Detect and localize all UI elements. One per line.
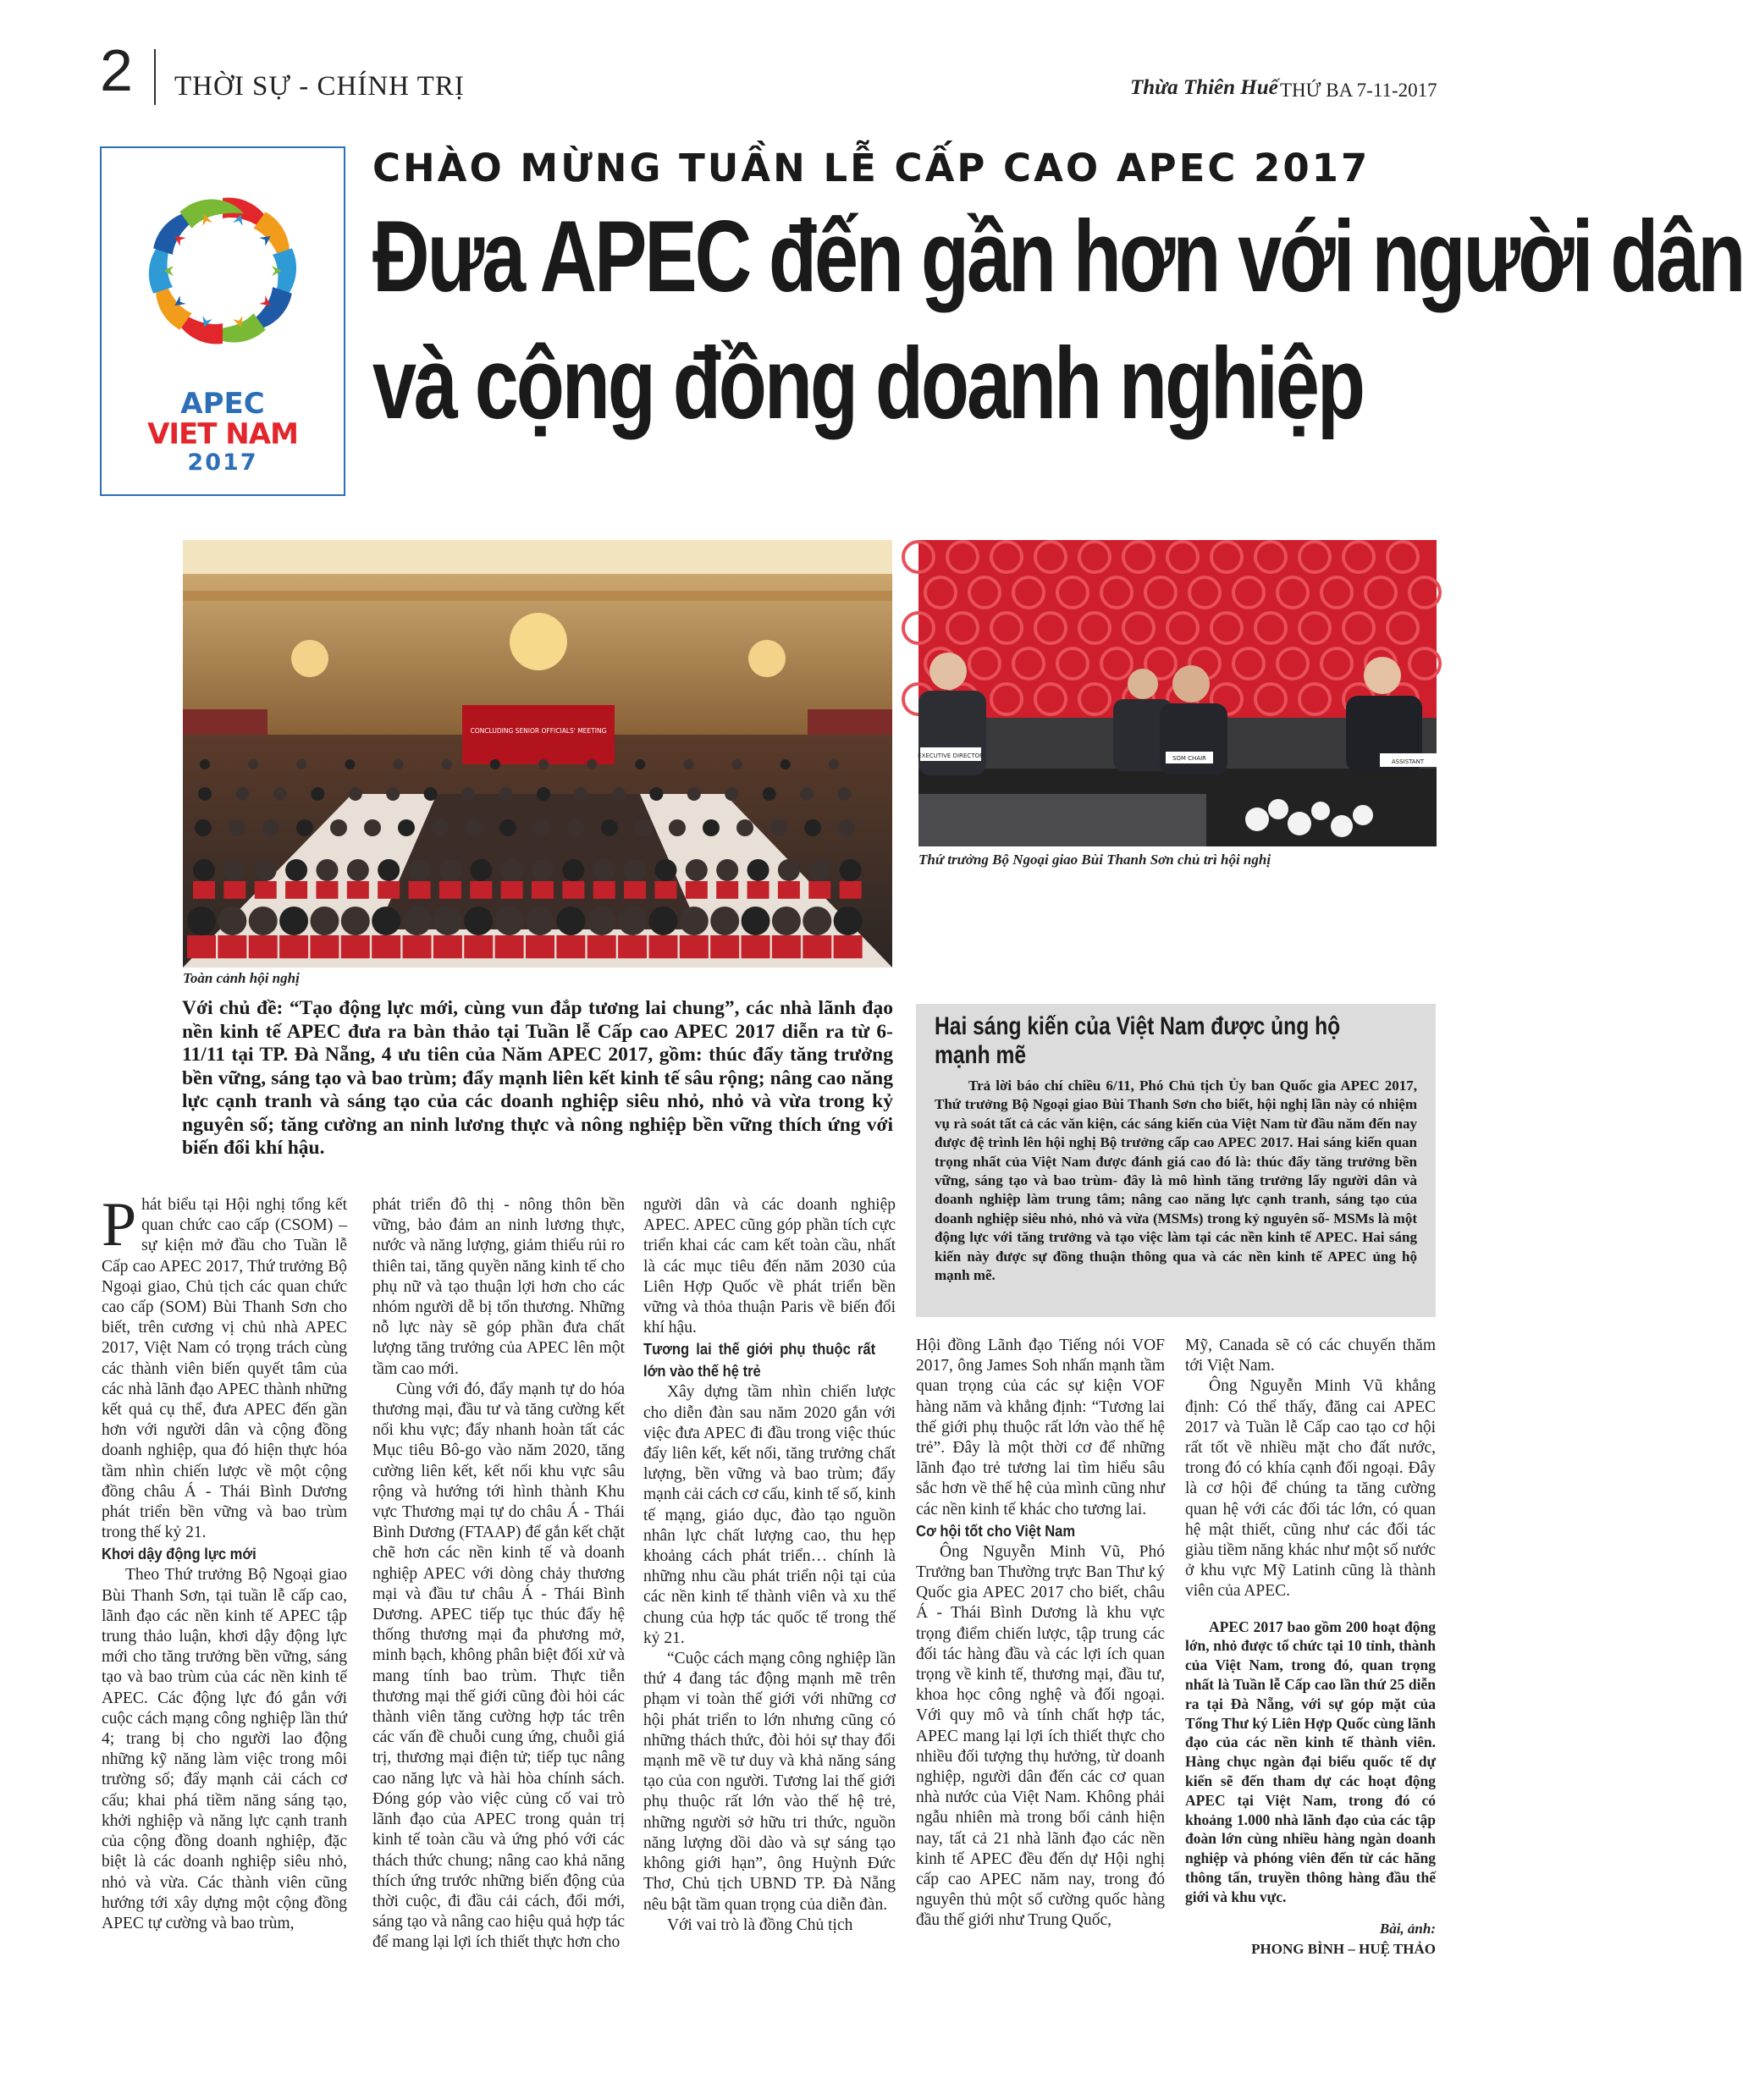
chair-bow bbox=[562, 881, 584, 899]
chair-bow bbox=[433, 935, 462, 958]
delegate bbox=[229, 819, 245, 836]
byline-authors: PHONG BÌNH – HUỆ THẢO bbox=[1251, 1940, 1436, 1957]
chair-bow bbox=[686, 881, 708, 899]
delegate bbox=[556, 907, 585, 935]
logo-vietnam-text: VIET NAM bbox=[147, 417, 298, 451]
col1-paragraph-1 bbox=[102, 1190, 347, 1543]
delegate bbox=[838, 787, 852, 801]
delegate bbox=[804, 819, 821, 836]
delegate bbox=[838, 819, 855, 836]
delegate bbox=[800, 787, 814, 801]
delegate bbox=[490, 759, 500, 769]
chair-bow bbox=[255, 881, 277, 899]
delegate bbox=[538, 759, 549, 769]
dropcap: P bbox=[102, 1190, 137, 1259]
delegate bbox=[742, 907, 770, 935]
box-title-line-2: mạnh mẽ bbox=[935, 1041, 1027, 1069]
delegate bbox=[635, 759, 645, 769]
col5-paragraph-2: Ông Nguyễn Minh Vũ khẳng định: Có thể thấy, đăng cai APEC 2017 và Tuần lễ Cấp cao tạo cơ hội rất tốt về nhiều mặt cho đất nước, trong đó có khía cạnh đối ngoại. Đây là cơ hội để chúng ta tăng cường quan hệ với các đối tác lớn, có quan hệ mật thiết, cũng như các đối tác giàu tiềm năng khác như một số nước ở khu vực Mỹ Latinh cũng là thành viên của APEC. bbox=[1185, 1377, 1436, 1601]
right-photo-caption: Thứ trưởng Bộ Ngoại giao Bùi Thanh Sơn chủ trì hội nghị bbox=[918, 852, 1271, 868]
delegate bbox=[687, 787, 701, 801]
delegate bbox=[311, 787, 324, 801]
delegate bbox=[601, 819, 618, 836]
delegate bbox=[829, 759, 839, 769]
issue-date: THỨ BA 7-11-2017 bbox=[1280, 80, 1437, 101]
delegate bbox=[279, 907, 308, 935]
left-photo-caption: Toàn cảnh hội nghị bbox=[183, 970, 300, 986]
delegate bbox=[683, 759, 693, 769]
chair-bow bbox=[218, 935, 246, 958]
delegate bbox=[249, 907, 278, 935]
delegate bbox=[624, 859, 646, 881]
delegate bbox=[442, 759, 452, 769]
delegate bbox=[200, 759, 210, 769]
delegate bbox=[501, 859, 523, 881]
delegate bbox=[235, 787, 249, 801]
delegate bbox=[686, 859, 708, 881]
delegate bbox=[680, 907, 709, 935]
delegate bbox=[710, 907, 739, 935]
delegate bbox=[669, 819, 686, 836]
delegate bbox=[464, 907, 493, 935]
chair-bow bbox=[403, 935, 432, 958]
delegate bbox=[470, 859, 492, 881]
chair-bow bbox=[409, 881, 431, 899]
delegate bbox=[732, 759, 742, 769]
col2-paragraph-1: phát triển đô thị - nông thôn bền vững, bảo đảm an ninh lương thực, nước và năng lượng, giảm thiểu rủi ro thiên tai, tăng quyền năng kinh tế cho phụ nữ và tạo thuận lợi hơn cho các nhóm người dễ bị tổn thương. Những nỗ lực này sẽ góp phần đưa chất lượng tăng trưởng của APEC lên một tầm cao mới. bbox=[372, 1196, 625, 1378]
delegate bbox=[255, 859, 277, 881]
delegate bbox=[649, 787, 663, 801]
delegate bbox=[772, 907, 801, 935]
chair-bow bbox=[470, 881, 492, 899]
delegate bbox=[780, 759, 791, 769]
chair-bow bbox=[803, 935, 831, 958]
chair-bow bbox=[372, 935, 400, 958]
chair-bow bbox=[341, 935, 370, 958]
col1-p1-text: hát biểu tại Hội nghị tổng kết quan chức cao cấp (CSOM) – sự kiện mở đầu cho Tuần lễ Cấp cao APEC 2017, Thứ trưởng Bộ Ngoại giao, Chủ tịch các quan chức cao cấp (SOM) Bùi Thanh Sơn cho biết, trên cương vị chủ nhà APEC 2017, Việt Nam có trọng trách cùng các thành viên biến quyết tâm của các nhà lãnh đạo APEC thành những kết quả cụ thể, đưa APEC đến gần hơn với người dân và cộng đồng doanh nghiệp, qua đó hiện thực hóa tầm nhìn chiến lược về một cộng đồng châu Á - Thái Bình Dương phát triển bền vững và bao trùm trong thế kỷ 21. bbox=[102, 1196, 347, 1542]
delegate bbox=[618, 907, 647, 935]
delegate bbox=[285, 859, 307, 881]
delegate bbox=[195, 819, 212, 836]
col3-paragraph-2: Xây dựng tầm nhìn chiến lược cho diễn đàn sau năm 2020 gắn với việc đưa APEC đi đầu trong việc thúc đẩy liên kết, kết nối, tăng trưởng chất lượng, bền vững và bao trùm; đẩy mạnh cải cách cơ cấu, kinh tế số, kinh tế mạng, giáo dục, đào tạo nguồn nhân lực chất lượng cao, thu hẹp khoảng cách phát triển… chính là những nhu cầu phát triển nội tại của các nền kinh tế thành viên và xu thế chung của hợp tác quốc tế trong thế kỷ 21. bbox=[643, 1383, 896, 1647]
delegate bbox=[567, 819, 584, 836]
delegate bbox=[840, 859, 862, 881]
chair-bow bbox=[532, 881, 554, 899]
delegate bbox=[654, 859, 676, 881]
delegate bbox=[562, 859, 584, 881]
chair-bow bbox=[378, 881, 400, 899]
delegate bbox=[778, 859, 800, 881]
delegate bbox=[193, 859, 215, 881]
delegate bbox=[198, 787, 212, 801]
chair-bow bbox=[840, 881, 862, 899]
chair-bow bbox=[808, 881, 830, 899]
column-5 bbox=[1185, 1336, 1436, 1959]
section-title: THỜI SỰ - CHÍNH TRỊ bbox=[174, 71, 465, 102]
chair-bow bbox=[648, 935, 677, 958]
delegate bbox=[347, 859, 369, 881]
column-4 bbox=[916, 1336, 1165, 1932]
apec-logo-emblem bbox=[112, 165, 334, 377]
chair-bow bbox=[556, 935, 585, 958]
header-divider bbox=[154, 49, 156, 105]
delegate bbox=[296, 819, 313, 836]
delegate bbox=[770, 819, 787, 836]
chair-bow bbox=[747, 881, 769, 899]
col1-subheading: Khơi dậy động lực mới bbox=[102, 1546, 256, 1563]
delegate bbox=[296, 759, 306, 769]
sidebar-box bbox=[916, 1004, 1436, 1317]
chair-bow bbox=[285, 881, 307, 899]
delegate bbox=[725, 787, 738, 801]
delegate bbox=[587, 759, 597, 769]
chair-bow bbox=[249, 935, 278, 958]
delegate bbox=[273, 787, 287, 801]
page-number: 2 bbox=[100, 37, 133, 103]
delegate bbox=[364, 819, 381, 836]
delegate bbox=[747, 859, 769, 881]
byline-label: Bài, ảnh: bbox=[1379, 1920, 1436, 1937]
column-2 bbox=[372, 1195, 625, 1954]
delegate bbox=[533, 819, 550, 836]
delegate bbox=[424, 787, 438, 801]
box-text: Trả lời báo chí chiều 6/11, Phó Chủ tịch Ủy ban Quốc gia APEC 2017, Thứ trưởng Bộ Ngoại giao Bùi Thanh Sơn cho biết, hội nghị lần này có nhiệm vụ rà soát tất cả các văn kiện, các sáng kiến của Việt Nam từ đầu năm đến nay được đệ trình lên hội nghị Bộ trưởng cấp cao APEC 2017. Hai sáng kiến quan trọng nhất của Việt Nam được đánh giá cao đó là: thúc đẩy tăng trưởng bền vững, sáng tạo và bao trùm- đây là mô hình tăng trưởng lấy người dân và doanh nghiệp làm trung tâm; nâng cao năng lực cạnh tranh, sáng tạo của doanh nghiệp siêu nhỏ, nhỏ và vừa (MSMs) trong kỷ nguyên số- MSMs là một động lực với tăng trưởng và tạo việc làm tại các nền kinh tế APEC. Hai sáng kiến này được sự đồng thuận thông qua và các nền kinh tế APEC ủng hộ mạnh mẽ. bbox=[935, 1078, 1417, 1284]
delegate bbox=[409, 859, 431, 881]
delegate bbox=[461, 787, 475, 801]
delegate bbox=[403, 907, 432, 935]
delegate bbox=[703, 819, 720, 836]
name-card-3: ASSISTANT bbox=[1391, 758, 1425, 765]
chair-bow bbox=[501, 881, 523, 899]
col4-paragraph-2: Ông Nguyễn Minh Vũ, Phó Trưởng ban Thường trực Ban Thư ký Quốc gia APEC 2017 cho biết, châu Á - Thái Bình Dương là khu vực trọng điểm chiến lược, tập trung các đối tác hàng đầu và các lợi ích quan trọng về kinh tế, thương mại, đầu tư, khoa học công nghệ và đối ngoại. Với quy mô và tính chất hợp tác, APEC mang lại lợi ích thiết thực cho nhiều đối tượng thụ hưởng, từ doanh nghiệp, người dân đến các cơ quan nhà nước của Việt Nam. Không phải ngẫu nhiên mà trong bối cảnh hiện nay, tất cả 21 nhà lãnh đạo các nền kinh tế APEC đều đến dự Hội nghị cấp cao APEC năm nay, trong đó nguyên thủ một số cường quốc hàng đầu thế giới như Trung Quốc, bbox=[916, 1542, 1165, 1930]
delegate bbox=[635, 819, 652, 836]
delegate bbox=[386, 787, 400, 801]
chair-bow bbox=[495, 935, 524, 958]
chair-bow bbox=[710, 935, 739, 958]
lead-paragraph: Với chủ đề: “Tạo động lực mới, cùng vun đắp tương lai chung”, các nhà lãnh đạo nền kinh tế APEC đưa ra bàn thảo tại Tuần lễ Cấp cao APEC 2017 diễn ra từ 6- 11/11 tại TP. Đà Nẵng, 4 ưu tiên của Năm APEC 2017, gồm: thúc đẩy tăng trưởng bền vững, sáng tạo và bao trùm; đẩy mạnh liên kết kinh tế sâu rộng; nâng cao năng lực cạnh tranh và sáng tạo của các doanh nghiệp siêu nhỏ, nhỏ và vừa trong kỷ nguyên số; tăng cường an ninh lương thực và nông nghiệp bền vững thích ứng với biến đổi khí hậu. bbox=[182, 997, 893, 1159]
chair-bow bbox=[279, 935, 308, 958]
delegate bbox=[495, 907, 524, 935]
delegate bbox=[526, 907, 554, 935]
apec-logo bbox=[100, 146, 345, 496]
chair-bow bbox=[772, 935, 801, 958]
col3-paragraph-4: Với vai trò là đồng Chủ tịch bbox=[667, 1915, 853, 1934]
delegate bbox=[372, 907, 400, 935]
chair-bow bbox=[624, 881, 646, 899]
col5-bold-paragraph: APEC 2017 bao gồm 200 hoạt động lớn, nhỏ được tổ chức tại 10 tỉnh, thành của Việt Nam, trong đó, quan trọng nhất là Tuần lễ Cấp cao lần thứ 25 diễn ra tại Đà Nẵng, với sự góp mặt của Tổng Thư ký Liên Hợp Quốc cùng lãnh đạo của các nền kinh tế thành viên. Hàng chục ngàn đại biểu quốc tế dự kiến sẽ đến tham dự các hoạt động APEC tại Việt Nam, trong đó có khoảng 1.000 nhà lãnh đạo của các tập đoàn lớn cùng nhiều hàng ngàn doanh nghiệp và phóng viên đến từ các hãng thông tấn, truyền thông hàng đầu thế giới và khu vực. bbox=[1185, 1618, 1436, 1905]
chair-bow bbox=[193, 881, 215, 899]
logo-apec-text: APEC bbox=[180, 387, 265, 421]
chair-bow bbox=[310, 935, 339, 958]
delegate bbox=[537, 787, 550, 801]
delegate bbox=[763, 787, 776, 801]
chair-bow bbox=[834, 935, 863, 958]
chair-bow bbox=[654, 881, 676, 899]
chair-bow bbox=[464, 935, 493, 958]
delegate bbox=[736, 819, 753, 836]
delegate bbox=[248, 759, 258, 769]
chair-bow bbox=[347, 881, 369, 899]
delegate bbox=[716, 859, 738, 881]
delegate bbox=[439, 859, 461, 881]
headline-kicker: CHÀO MỪNG TUẦN LỄ CẤP CAO APEC 2017 bbox=[372, 146, 1371, 190]
delegate bbox=[587, 907, 616, 935]
delegate bbox=[834, 907, 863, 935]
chair-bow bbox=[187, 935, 216, 958]
delegate bbox=[499, 819, 516, 836]
delegate bbox=[612, 787, 626, 801]
col1-paragraph-2: Theo Thứ trưởng Bộ Ngoại giao Bùi Thanh Sơn, tại tuần lễ cấp cao, lãnh đạo các nền kinh tế APEC tập trung thảo luận, khơi dậy động lực mới cho tăng trưởng bền vững, sáng tạo và bao trùm của các nền kinh tế APEC. Các động lực đó gắn với cuộc cách mạng công nghiệp lần thứ 4; trang bị cho người lao động những kỹ năng làm việc trong môi trường số; đẩy mạnh cải cách cơ cấu; khai phá tiềm năng sáng tạo, khởi nghiệp và năng lực cạnh tranh của cộng đồng doanh nghiệp, đặc biệt là các doanh nghiệp siêu nhỏ, nhỏ và vừa. Các thành viên cũng hướng tới xây dựng một cộng đồng APEC tự cường và bao trùm, bbox=[102, 1566, 347, 1932]
col4-subheading: Cơ hội tốt cho Việt Nam bbox=[916, 1522, 1076, 1540]
delegate bbox=[432, 819, 449, 836]
col3-paragraph-3: “Cuộc cách mạng công nghiệp lần thứ 4 đang tác động mạnh mẽ trên phạm vi toàn thế giới với những cơ hội phát triển to lớn nhưng cũng có những thách thức, đòi hỏi sự thay đổi mạnh mẽ về tư duy và khả năng sáng tạo của con người. Tương lai thế giới phụ thuộc rất lớn vào thế hệ trẻ, những người sở hữu tri thức, nguồn năng lượng dồi dào và sự sáng tạo không giới hạn”, ông Huỳnh Đức Thơ, Chủ tịch UBND TP. Đà Nẵng nêu bật tầm quan trọng của diễn đàn. bbox=[643, 1650, 896, 1914]
delegate bbox=[316, 859, 338, 881]
chair-bow bbox=[316, 881, 338, 899]
delegate bbox=[803, 907, 831, 935]
delegate bbox=[394, 759, 404, 769]
delegate bbox=[341, 907, 370, 935]
chairman-photo bbox=[918, 540, 1437, 846]
col3-subheading: Tương lai thế giới phụ thuộc rất lớn vào thế hệ trẻ bbox=[643, 1341, 876, 1381]
delegate bbox=[466, 819, 483, 836]
box-title bbox=[935, 1012, 1341, 1070]
delegate bbox=[398, 819, 415, 836]
delegate bbox=[218, 907, 246, 935]
col2-paragraph-2: Cùng với đó, đẩy mạnh tự do hóa thương mại, đầu tư và tăng cường kết nối khu vực; đẩy nhanh hoàn tất các Mục tiêu Bô-go vào năm 2020, tăng cường liên kết, kết nối khu vực sâu rộng và hướng tới hình thành Khu vực Thương mại tự do châu Á - Thái Bình Dương (FTAAP) để gắn kết chặt chẽ hơn các nền kinh tế và doanh nghiệp APEC với dòng chảy thương mại và đầu tư châu Á - Thái Bình Dương. APEC tiếp tục thúc đẩy hệ thống thương mại đa phương mở, minh bạch, không phân biệt đối xử và mang tính bao trùm. Thực tiễn thương mại thế giới cũng đòi hỏi các thành viên tăng cường hợp tác trên các vấn đề chuỗi cung ứng, chuỗi giá trị, thương mại điện tử; tiếp tục nâng cao năng lực và hài hòa chính sách. Đóng góp vào việc củng cố vai trò lãnh đạo của APEC trong quản trị kinh tế toàn cầu và ứng phó với các thách thức chung; nâng cao khả năng thích ứng trước những biến động của thời cuộc, đi đầu cải cách, đổi mới, sáng tạo và nâng cao hiệu quả hợp tác để mang lại lợi ích thiết thực hơn cho bbox=[372, 1380, 625, 1952]
delegate bbox=[648, 907, 677, 935]
chair-bow bbox=[593, 881, 615, 899]
delegate bbox=[378, 859, 400, 881]
delegate bbox=[262, 819, 279, 836]
column-1 bbox=[102, 1190, 347, 1934]
delegate bbox=[574, 787, 587, 801]
name-card-1: EXECUTIVE DIRECTOR bbox=[918, 752, 984, 759]
screen-text: CONCLUDING SENIOR OFFICIALS' MEETING bbox=[470, 727, 607, 735]
chair-bow bbox=[526, 935, 554, 958]
logo-year-text: 2017 bbox=[187, 449, 258, 476]
delegate bbox=[187, 907, 216, 935]
delegate bbox=[310, 907, 339, 935]
name-card-2: SOM CHAIR bbox=[1172, 755, 1207, 762]
chair-bow bbox=[587, 935, 616, 958]
delegate bbox=[349, 787, 362, 801]
chair-bow bbox=[223, 881, 245, 899]
chair-bow bbox=[778, 881, 800, 899]
delegate bbox=[532, 859, 554, 881]
chair-bow bbox=[716, 881, 738, 899]
delegate bbox=[808, 859, 830, 881]
col3-paragraph-1: người dân và các doanh nghiệp APEC. APEC cũng góp phần tích cực triển khai các cam kết toàn cầu, nhất là các mục tiêu đến năm 2030 của Liên Hợp Quốc về phát triển bền vững và thỏa thuận Paris về biến đổi khí hậu. bbox=[643, 1196, 896, 1337]
chair-bow bbox=[618, 935, 647, 958]
delegate bbox=[593, 859, 615, 881]
chair-bow bbox=[680, 935, 709, 958]
newspaper-name: Thừa Thiên Huế bbox=[1130, 76, 1278, 99]
chair-bow bbox=[742, 935, 770, 958]
delegate bbox=[345, 759, 355, 769]
logo-petal bbox=[179, 182, 244, 244]
headline-line-2: và cộng đồng doanh nghiệp bbox=[372, 327, 1363, 440]
chair-bow bbox=[439, 881, 461, 899]
delegate bbox=[330, 819, 347, 836]
column-3 bbox=[643, 1195, 896, 1936]
headline-line-1: Đưa APEC đến gần hơn với người dân bbox=[372, 200, 1743, 313]
delegate bbox=[223, 859, 245, 881]
conference-hall-photo bbox=[183, 540, 892, 967]
delegate bbox=[499, 787, 513, 801]
col5-paragraph-1: Mỹ, Canada sẽ có các chuyến thăm tới Việt Nam. bbox=[1185, 1337, 1436, 1375]
headline-title bbox=[372, 193, 1743, 447]
delegate bbox=[433, 907, 462, 935]
box-title-line-1: Hai sáng kiến của Việt Nam được ủng hộ bbox=[935, 1012, 1341, 1040]
col4-paragraph-1: Hội đồng Lãnh đạo Tiếng nói VOF 2017, ông James Soh nhấn mạnh tầm quan trọng của các sự kiện VOF hàng năm và khẳng định: “Tương lai thế giới phụ thuộc rất lớn vào thế hệ trẻ”. Đây là một thời cơ để những lãnh đạo trẻ tương lai tìm hiểu sâu sắc hơn về thế hệ của mình cũng như các nền kinh tế khác cho tương lai. bbox=[916, 1337, 1165, 1519]
